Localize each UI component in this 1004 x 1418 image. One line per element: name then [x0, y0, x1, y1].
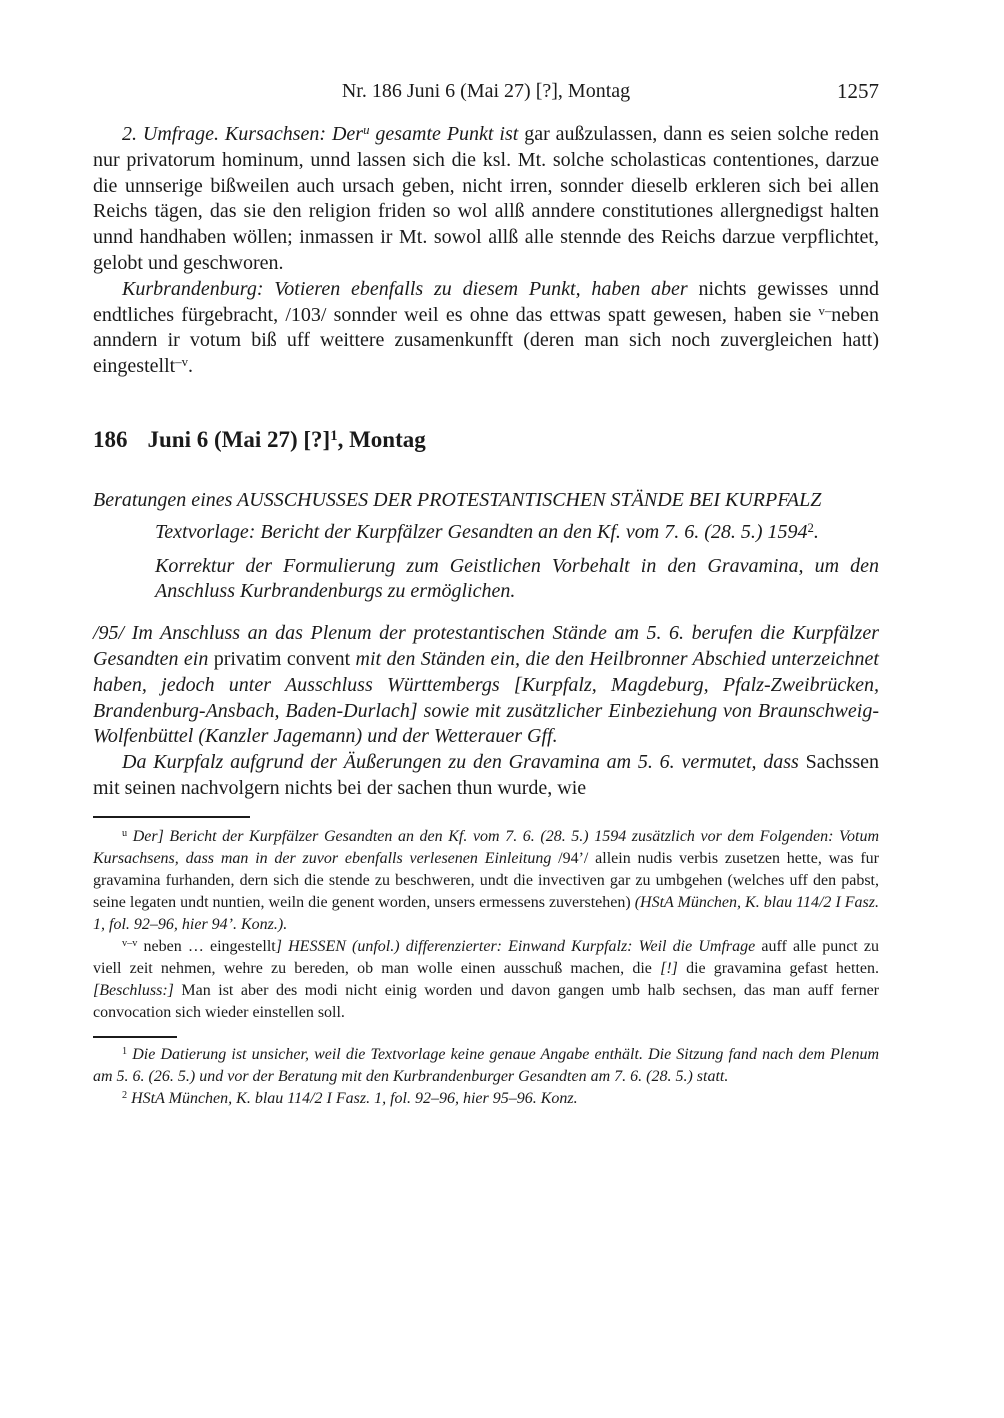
text-run: /95/ Im Anschluss an das Plenum der protestantischen Stände am 5. 6. berufen die Kurpfälzer Gesandten ein — [93, 622, 879, 670]
text-run: ] HESSEN (unfol.) differenzierter: Einwand Kurpfalz: Weil die Umfrage — [275, 937, 756, 955]
apparatus-note-v — [93, 936, 879, 1024]
apparatus-rule — [93, 816, 250, 818]
text-run: [Beschluss:] — [93, 981, 174, 999]
votum-kurbrandenburg-paragraph — [93, 277, 879, 380]
text-run: HStA München, K. blau 114/2 I Fasz. 1, fol. 92–96, hier 95–96. Konz. — [131, 1089, 578, 1107]
text-run: Textvorlage: Bericht der Kurpfälzer Gesandten an den Kf. vom 7. 6. (28. 5.) 1594 — [155, 520, 808, 543]
text-run: Juni 6 (Mai 27) [?] — [147, 426, 331, 452]
text-run: 1 — [330, 428, 338, 445]
text-run: gar außzulassen, dann es seien solche reden nur privatorum hominum, unnd lassen sich die ksl. Mt. solche scholasticas contentiones, darzue die unnserige bißweilen auch ursach geben, nicht irren, sonnder dieselb erkleren sich bei allen Reichs tägen, das sie den religion friden so wol allß anndere constitutiones allergnedigst halten unnd handhaben wöllen; inmassen ir Mt. sowol allß alle stennde des Reichs darzue verpflichtet, gelobt und geschworen. — [93, 123, 879, 274]
text-run: –v — [175, 355, 188, 370]
text-run: , Montag — [337, 426, 426, 452]
text-run: 2 — [807, 521, 814, 536]
text-run: neben anndern ir votum biß uff weittere zusamenkunfft (deren man sich noch zuvergleichen hatt) eingestellt — [93, 303, 879, 378]
korrektur-note — [155, 554, 879, 606]
text-run: 186 — [93, 426, 128, 452]
text-run: Korrektur der Formulierung zum Geistlichen Vorbehalt in den Gravamina, um den Anschluss Kurbrandenburgs zu ermöglichen. — [155, 554, 879, 603]
text-run: 2 — [122, 1090, 128, 1102]
entry-text-paragraph-1 — [93, 621, 879, 750]
entry-summary — [93, 488, 879, 514]
text-run: /94’/ allein nudis verbis zusetzen hette, was fur gravamina furhanden, dern sich die stende zu beschweren, undt die invectiven gar zu umbgehen (welches uff den pabst, seine legaten undt nuntien, weiln die genent worden, unsers ermessens zuverstehen) — [93, 849, 879, 911]
text-run: nichts gewisses unnd endtliches fürgebracht, /103/ sonnder weil es ohne das ettwas spatt gewesen, haben sie — [93, 277, 879, 326]
text-run: (HStA München, K. blau 114/2 I Fasz. 1, fol. 92–96, hier 94’. Konz.). — [93, 893, 879, 933]
running-header — [93, 78, 879, 104]
textvorlage-note — [155, 520, 879, 546]
text-run: Da Kurpfalz aufgrund der Äußerungen zu den Gravamina am 5. 6. vermutet, dass — [122, 751, 799, 774]
footnote-rule — [93, 1036, 177, 1038]
entry-text-paragraph-2 — [93, 750, 879, 802]
text-run: Kurbrandenburg: Votieren ebenfalls zu diesem Punkt, haben aber — [122, 277, 688, 300]
text-run: Der] Bericht der Kurpfälzer Gesandten an den Kf. vom 7. 6. (28. 5.) 1594 zusätzlich vor dem Folgenden: Votum Kursachsens, dass man in der zuvor ebenfalls verlesenen Einleitung — [93, 827, 880, 867]
text-run: Beratungen eines AUSSCHUSSES DER PROTESTANTISCHEN STÄNDE BEI KURPFALZ — [93, 488, 822, 511]
running-title: Nr. 186 Juni 6 (Mai 27) [?], Montag — [341, 80, 631, 102]
entry-heading — [93, 424, 879, 456]
page-number: 1257 — [837, 79, 879, 103]
footnote-2 — [93, 1088, 879, 1110]
text-run: Die Datierung ist unsicher, weil die Textvorlage keine genaue Angabe enthält. Die Sitzung fand nach dem Plenum am 5. 6. (26. 5.) und vor der Beratung mit den Kurbrandenburger Gesandten am 7. 6. (28. 5.) statt. — [93, 1045, 879, 1085]
text-run: [!] — [660, 959, 678, 977]
text-run: . — [188, 355, 193, 378]
text-run: Sachssen mit seinen nachvolgern nichts bei der sachen thun wurde, wie — [93, 751, 879, 799]
text-run: Man ist aber des modi nicht einig worden und davon gangen umb halb sechsen, das man auff ferner convocation sich wieder einstellen soll. — [93, 981, 879, 1021]
text-run: privatim convent — [213, 647, 351, 670]
text-run: mit den Ständen ein, die den Heilbronner Abschied unterzeichnet haben, jedoch unter Ausschluss Württembergs [Kurpfalz, Magdeburg, Pfalz-Zweibrücken, Brandenburg-Ansbach, Baden-Durlach] sowie mit zusätzlicher Einbeziehung von Braunschweig-Wolfenbüttel (Kanzler Jagemann) und der Wetterauer Gff. — [93, 647, 879, 748]
apparatus-note-u — [93, 826, 879, 936]
text-run: die gravamina gefast hetten. — [677, 959, 879, 977]
text-run: 1 — [122, 1046, 128, 1058]
page-text — [93, 122, 879, 1110]
text-run: gesamte Punkt ist — [369, 123, 519, 145]
text-run: u — [363, 123, 370, 138]
text-run: u — [122, 828, 128, 840]
text-run: auff alle punct zu viell zeit nehmen, wehre zu bereden, ob man wolle einen ausschuß machen, die — [93, 937, 879, 977]
text-run: neben … eingestellt — [137, 937, 276, 955]
votum-kursachsen-paragraph — [93, 122, 879, 277]
footnote-1 — [93, 1044, 879, 1088]
text-run: v– — [818, 303, 832, 318]
text-run: . — [813, 520, 819, 543]
text-run: 2. Umfrage. Kursachsen: Der — [122, 123, 364, 145]
text-run: v–v — [122, 938, 138, 950]
